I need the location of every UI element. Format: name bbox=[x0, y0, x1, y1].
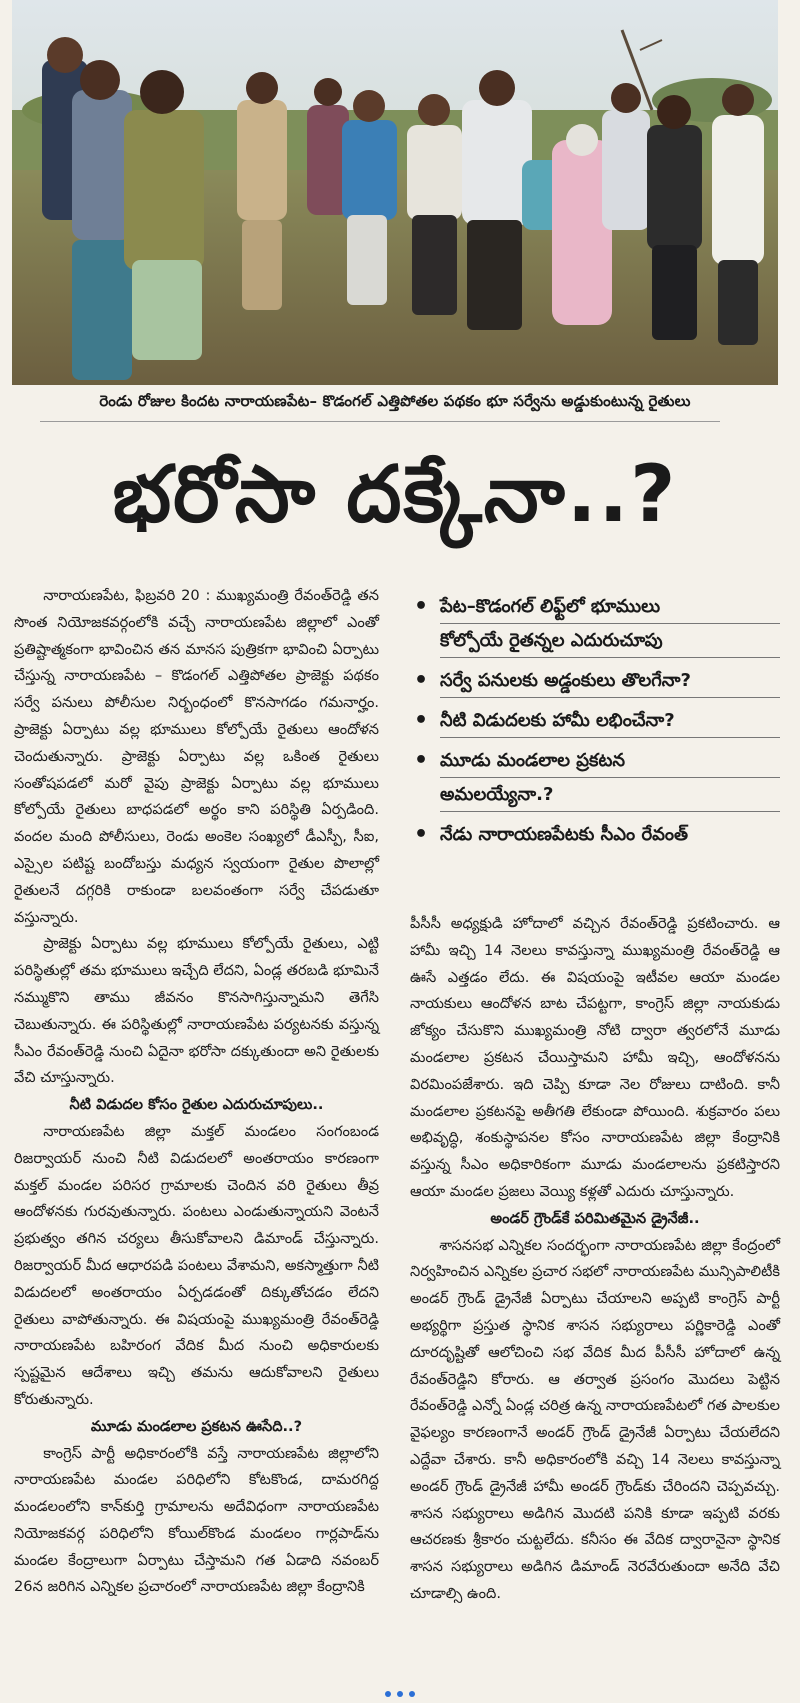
farmers-survey-photo bbox=[12, 0, 778, 385]
bullet-icon: • bbox=[414, 594, 429, 619]
section-subheading: నీటి విడుదల కోసం రైతుల ఎదురుచూపులు.. bbox=[69, 1096, 324, 1114]
headline: భరోసా దక్కేనా..? bbox=[112, 450, 678, 540]
highlights-box bbox=[410, 590, 780, 857]
article-paragraph: పీసీసీ అధ్యక్షుడి హోదాలో వచ్చిన రేవంత్‌రెడ్డి ప్రకటించారు. ఆ హామీ ఇచ్చి 14 నెలలు కావస్తున్నా ముఖ్యమంత్రి రేవంత్‌రెడ్డి ఆ ఊసే ఎత్తడం లేదు. ఈ విషయంపై ఇటీవల ఆయా మండల నాయకులు ఆందోళన బాట చేపట్టగా, కాంగ్రెస్ జిల్లా నాయకుడు జోక్యం చేసుకొని ముఖ్యమంత్రి నోటి ద్వారా త్వరలోనే మూడు మండలాల ప్రకటన చేయిస్తామని హామీ ఇచ్చి, ఆందోళనను విరమింపజేశారు. ఇది చెప్పి కూడా నెల రోజులు దాటింది. కానీ మండలాల ప్రకటనపై అతీగతి లేకుండా పోయింది. శుక్రవారం పలు అభివృద్ధి, శంకుస్థాపనల కోసం నారాయణపేట జిల్లా కేంద్రానికి వస్తున్న సీఎం అధికారికంగా మూడు మండలాలను ప్రకటిస్తారని ఆయా మండల ప్రజలు వెయ్యి కళ్లతో ఎదురు చూస్తున్నారు. bbox=[410, 915, 780, 1200]
highlight-item: • సర్వే పనులకు అడ్డంకులు తొలగేనా? bbox=[410, 664, 780, 698]
article-paragraph: కాంగ్రెస్ పార్టీ అధికారంలోకి వస్తే నారాయణపేట జిల్లాలోని నారాయణపేట మండల పరిధిలోని కోటకొండ, దామరగిద్ద మండలంలోని కాన్‌కుర్తి గ్రామాలను అదేవిధంగా నారాయణపేట నియోజకవర్గ పరిధిలోని కోయిల్‌కొండ మండలం గార్లపాడ్‌ను మండల కేంద్రాలుగా ఏర్పాటు చేస్తామని గత ఏడాది నవంబర్ 26న జరిగిన ఎన్నికల ప్రచారంలో నారాయణపేట జిల్లా కేంద్రానికి bbox=[14, 1444, 379, 1596]
highlight-item: • నీటి విడుదలకు హామీ లభించేనా? bbox=[410, 704, 780, 738]
article-paragraph: శాసనసభ ఎన్నికల సందర్భంగా నారాయణపేట జిల్లా కేంద్రంలో నిర్వహించిన ఎన్నికల ప్రచార సభలో నారాయణపేట మున్సిపాలిటీకి అండర్ గ్రౌండ్ డ్రైనేజీ ఏర్పాటు చేయాలని అప్పటి కాంగ్రెస్ పార్టీ అభ్యర్థిగా ప్రస్తుత స్థానిక శాసన సభ్యురాలు పర్ణికారెడ్డి ఎంతో దూరదృష్టితో ఆలోచించి సభ వేదిక మీద పీసీసీ హోదాలో ఉన్న రేవంత్‌రెడ్డిని కోరారు. ఆ తర్వాత ప్రసంగం మొదలు పెట్టిన రేవంత్‌రెడ్డి ఎన్నో ఏండ్ల చరిత్ర ఉన్న నారాయణపేటలో గత పాలకుల వైఫల్యం కారణంగానే అండర్ గ్రౌండ్ డ్రైనేజీ ఏర్పాటు చేయలేదని ఎద్దేవా చేశారు. కానీ అధికారంలోకి వచ్చి 14 నెలలు కావస్తున్నా అండర్ గ్రౌండ్ డ్రైనేజీ హామీ అండర్ గ్రౌండ్‌కు చేరిందని చెప్పవచ్చు. శాసన సభ్యురాలు అడిగిన మొదటి పనికి కూడా ఇప్పటి వరకు ఆచరణకు శ్రీకారం చుట్టలేదు. కనీసం ఈ వేదిక ద్వారానైనా స్థానిక శాసన సభ్యురాలు అడిగిన డిమాండ్ నెరవేరుతుందా అనేది వేచి చూడాల్సి ఉంది. bbox=[410, 1236, 780, 1602]
page-indicator-icon bbox=[380, 1690, 420, 1698]
article-column-right bbox=[410, 911, 780, 1608]
article-column-left bbox=[14, 583, 379, 1601]
highlight-item: • పేట–కొడంగల్ లిఫ్ట్‌లో భూములు కోల్పోయే రైతన్నల ఎదురుచూపు bbox=[410, 590, 780, 658]
highlight-item: • మూడు మండలాల ప్రకటన అమలయ్యేనా.? bbox=[410, 744, 780, 812]
news-photo bbox=[12, 0, 778, 385]
article-paragraph: నారాయణపేట జిల్లా మక్తల్ మండలం సంగంబండ రిజర్వాయర్ నుంచి నీటి విడుదలలో అంతరాయం కారణంగా మక్తల్ మండల పరిసర గ్రామాలకు చెందిన వరి రైతులు తీవ్ర ఆందోళనకు గురవుతున్నారు. పంటలు ఎండుతున్నాయని వెంటనే ప్రభుత్వం తగిన చర్యలు తీసుకోవాలని డిమాండ్ చేస్తున్నారు. రిజర్వాయర్ మీద ఆధారపడి పంటలు వేశామని, అకస్మాత్తుగా నీటి విడుదలలో అంతరాయం ఏర్పడడంతో దిక్కుతోచడం లేదని రైతులు వాపోతున్నారు. ఈ విషయంపై ముఖ్యమంత్రి రేవంత్‌రెడ్డి నారాయణపేట బహిరంగ వేదిక మీద నుంచి అధికారులకు స్పష్టమైన ఆదేశాలు ఇచ్చి తమను ఆదుకోవాలని రైతులు కోరుతున్నారు. bbox=[14, 1122, 379, 1408]
section-subheading: అండర్ గ్రౌండ్‌కే పరిమితమైన డ్రైనేజీ.. bbox=[490, 1209, 700, 1227]
highlight-item: • నేడు నారాయణపేటకు సీఎం రేవంత్ bbox=[410, 818, 780, 851]
bullet-icon: • bbox=[414, 668, 429, 693]
caption-divider bbox=[40, 421, 720, 422]
bullet-icon: • bbox=[414, 748, 429, 773]
article-paragraph: నారాయణపేట, ఫిబ్రవరి 20 : ముఖ్యమంత్రి రేవంత్‌రెడ్డి తన సొంత నియోజకవర్గంలోకి వచ్చే నారాయణపేట జిల్లాలో ఎంతో ప్రతిష్టాత్మకంగా భావించిన తన మానస పుత్రికగా భావించి ఏర్పాటు చేస్తున్న నారాయణపేట – కొడంగల్ ఎత్తిపోతల ప్రాజెక్టు పథకం సర్వే పనులు పోలీసుల నిర్బంధంలో కొనసాగడం గమనార్హం. ప్రాజెక్టు ఏర్పాటు వల్ల భూములు కోల్పోయే రైతులు ఆందోళన చెందుతున్నారు. ప్రాజెక్టు ఏర్పాటు వల్ల ఒకింత రైతులు సంతోషపడలో మరో వైపు ప్రాజెక్టు ఏర్పాటు వల్ల భూములు కోల్పోయే రైతులు బాధపడలో అర్థం కాని పరిస్థితి ఏర్పడింది. వందల మంది పోలీసులు, రెండు అంకెల సంఖ్యలో డీఎస్పీ, సీఐ, ఎస్సైల పటిష్ట బందోబస్తు మధ్యన స్వయంగా రైతుల పొలాల్లో రైతులనే దగ్గరికి రాకుండా బలవంతంగా సర్వే చేపడుతూ వస్తున్నారు. bbox=[14, 587, 379, 926]
bullet-icon: • bbox=[414, 822, 429, 847]
photo-caption: రెండు రోజుల కిందట నారాయణపేట– కొడంగల్ ఎత్తిపోతల పథకం భూ సర్వేను అడ్డుకుంటున్న రైతులు bbox=[99, 392, 691, 410]
bullet-icon: • bbox=[414, 708, 429, 733]
section-subheading: మూడు మండలాల ప్రకటన ఊసేది..? bbox=[90, 1417, 303, 1435]
article-paragraph: ప్రాజెక్టు ఏర్పాటు వల్ల భూములు కోల్పోయే రైతులు, ఎట్టి పరిస్థితుల్లో తమ భూములు ఇచ్చేది లేదని, ఏండ్ల తరబడి భూమినే నమ్ముకొని తాము జీవనం కొనసాగిస్తున్నామని తెగేసి చెబుతున్నారు. ఈ పరిస్థితుల్లో నారాయణపేట పర్యటనకు వస్తున్న సీఎం రేవంత్‌రెడ్డి నుంచి ఏదైనా భరోసా దక్కుతుందా అని రైతులకు వేచి చూస్తున్నారు. bbox=[14, 935, 379, 1087]
